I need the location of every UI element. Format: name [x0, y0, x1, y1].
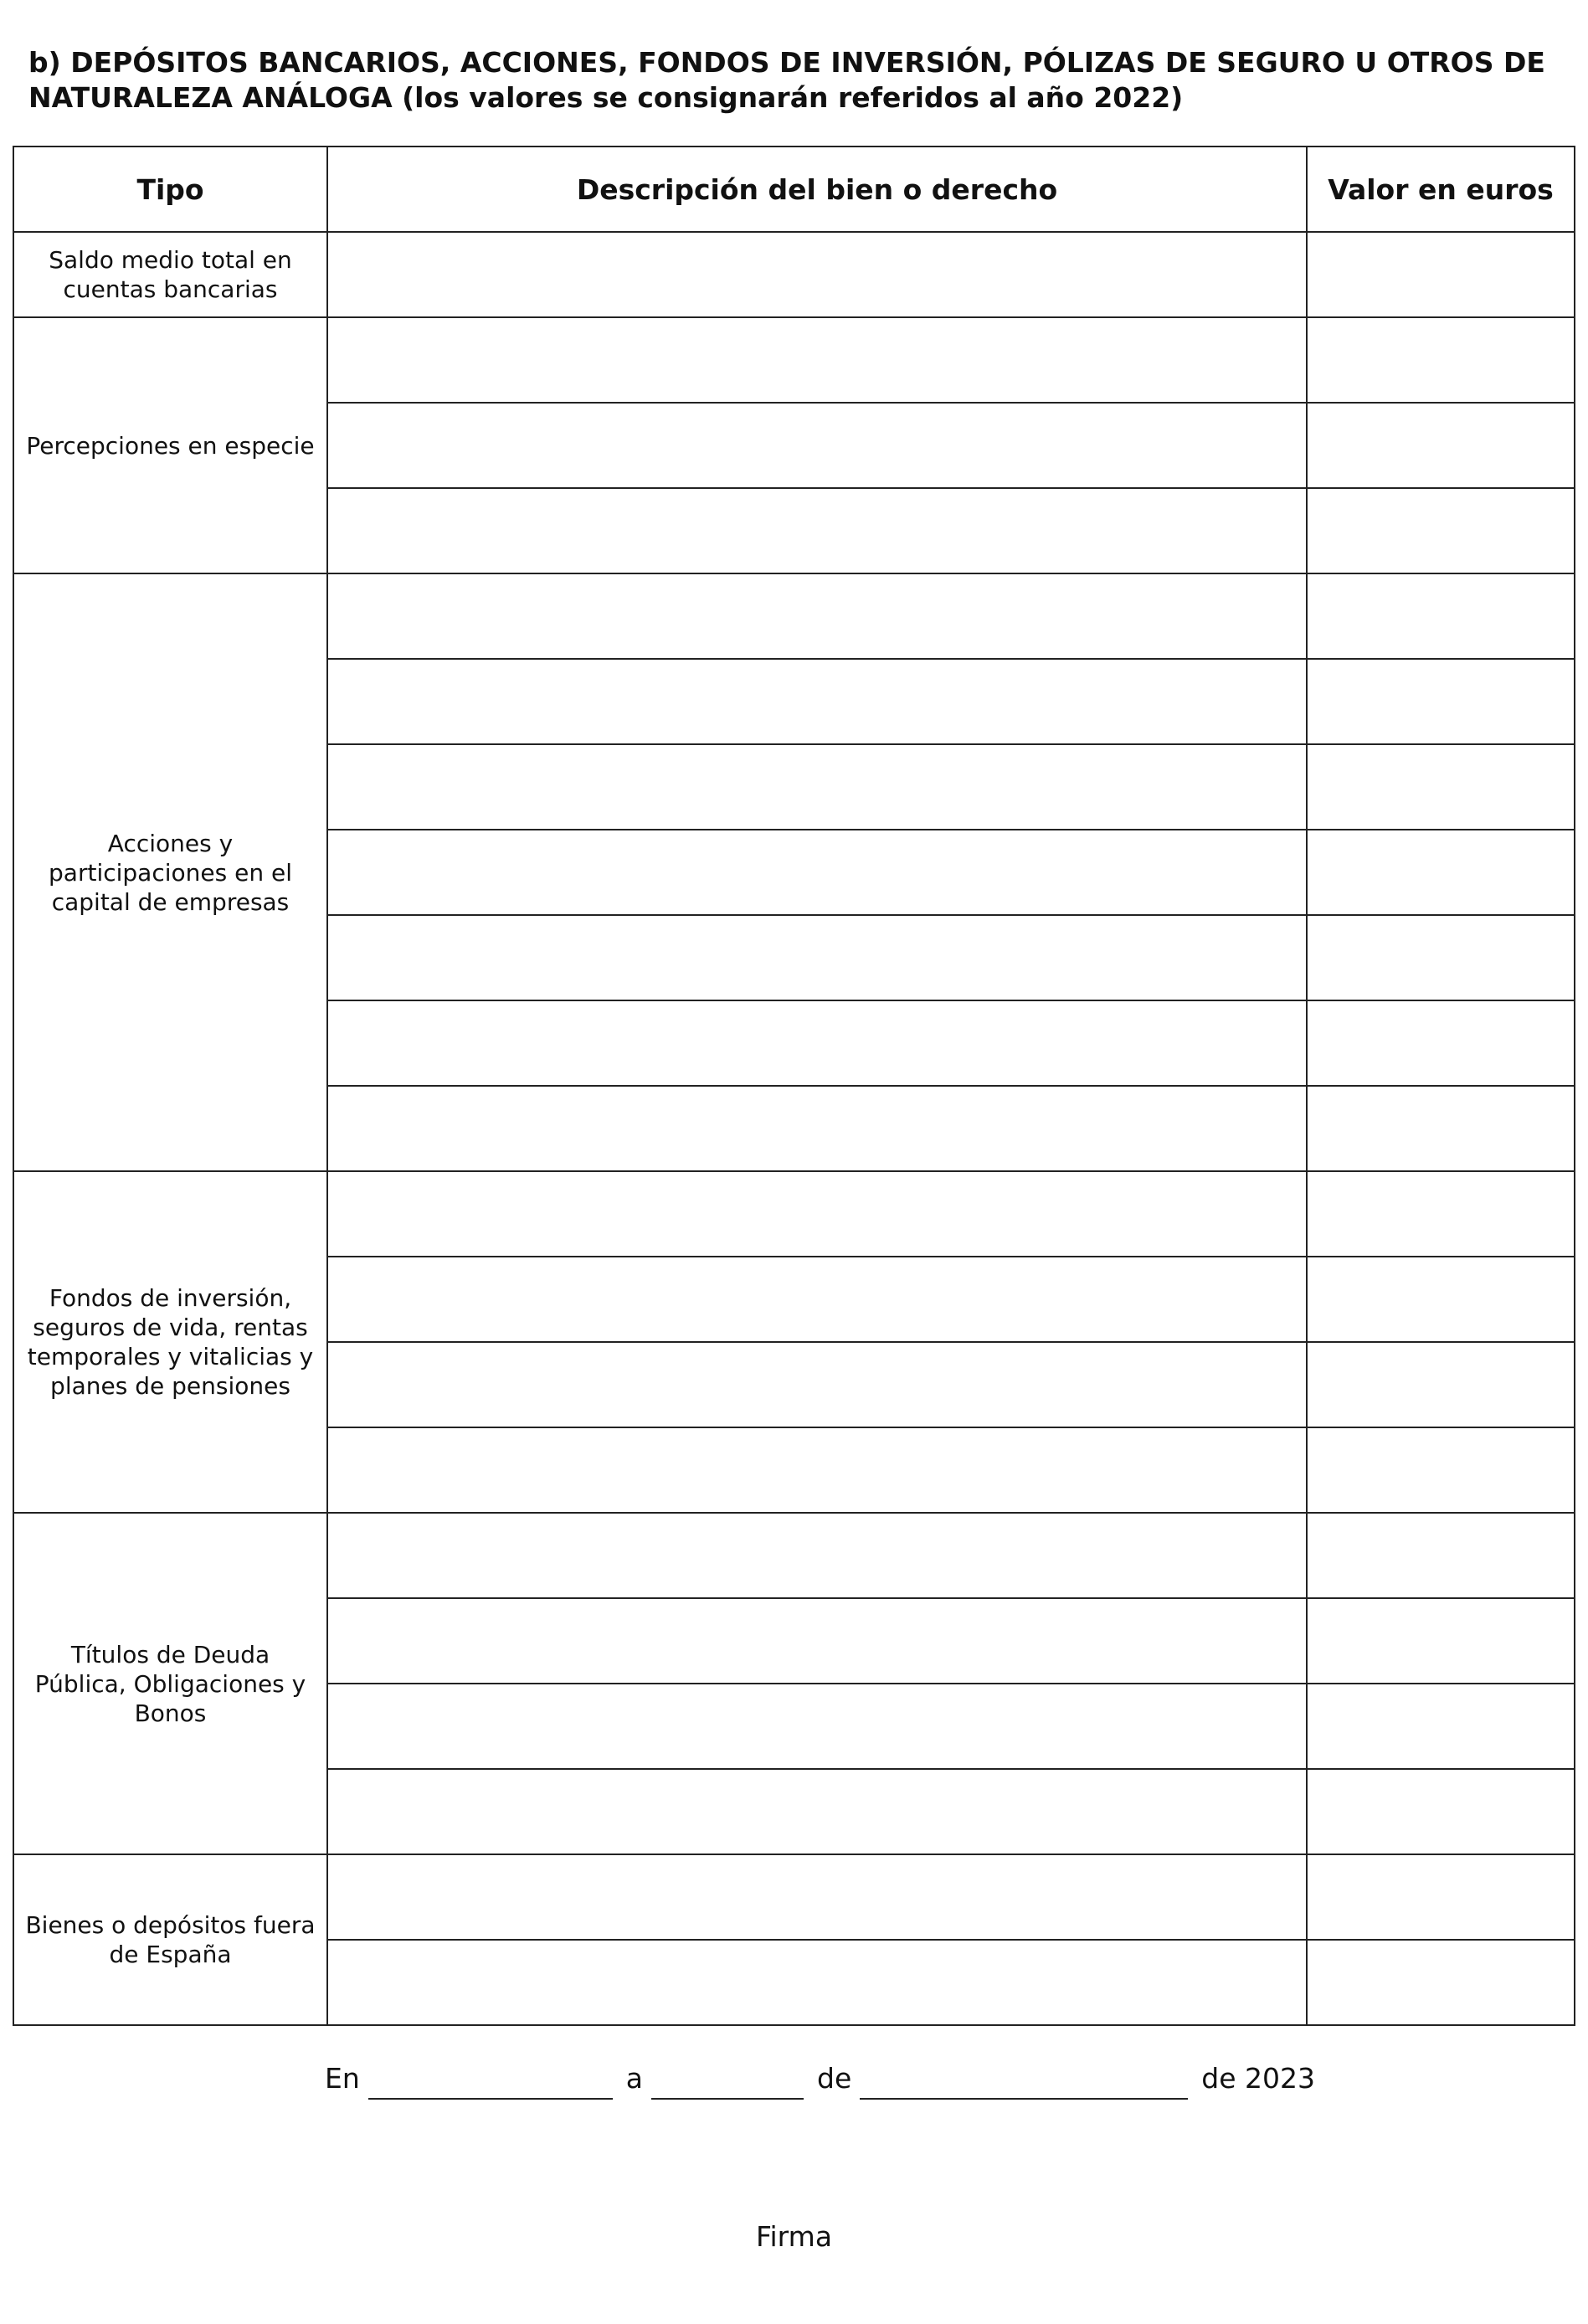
descripcion-cell[interactable]: [327, 1769, 1307, 1854]
valor-cell[interactable]: [1307, 1000, 1575, 1086]
valor-cell[interactable]: [1307, 232, 1575, 317]
date-year-label: de 2023: [1201, 2062, 1315, 2095]
valor-cell[interactable]: [1307, 573, 1575, 659]
valor-cell[interactable]: [1307, 1854, 1575, 1940]
valor-cell[interactable]: [1307, 1427, 1575, 1513]
tipo-cell: Bienes o depósitos fuera de España: [13, 1854, 327, 2025]
date-a-label: a: [625, 2062, 643, 2095]
table-row: [13, 232, 1575, 317]
descripcion-cell[interactable]: [327, 1513, 1307, 1598]
valor-cell[interactable]: [1307, 1940, 1575, 2025]
valor-cell[interactable]: [1307, 1257, 1575, 1342]
descripcion-cell[interactable]: [327, 573, 1307, 659]
tipo-cell: Títulos de Deuda Pública, Obligaciones y Bonos: [13, 1513, 327, 1854]
descripcion-cell[interactable]: [327, 1854, 1307, 1940]
valor-cell[interactable]: [1307, 1684, 1575, 1769]
descripcion-cell[interactable]: [327, 1086, 1307, 1171]
valor-cell[interactable]: [1307, 403, 1575, 488]
table-header-row: [13, 147, 1575, 232]
assets-table: [13, 146, 1575, 2026]
header-descripcion: Descripción del bien o derecho: [327, 147, 1307, 232]
table-row: [13, 1513, 1575, 1598]
descripcion-cell[interactable]: [327, 744, 1307, 830]
descripcion-cell[interactable]: [327, 1598, 1307, 1684]
descripcion-cell[interactable]: [327, 659, 1307, 744]
valor-cell[interactable]: [1307, 659, 1575, 744]
tipo-cell: Percepciones en especie: [13, 317, 327, 573]
date-en-label: En: [325, 2062, 360, 2095]
valor-cell[interactable]: [1307, 830, 1575, 915]
tipo-cell: Fondos de inversión, seguros de vida, rentas temporales y vitalicias y planes de pensiones: [13, 1171, 327, 1513]
descripcion-cell[interactable]: [327, 232, 1307, 317]
valor-cell[interactable]: [1307, 1598, 1575, 1684]
place-blank[interactable]: [368, 2066, 613, 2100]
valor-cell[interactable]: [1307, 1171, 1575, 1257]
section-heading: b) DEPÓSITOS BANCARIOS, ACCIONES, FONDOS DE INVERSIÓN, PÓLIZAS DE SEGURO U OTROS DE NATURALEZA ANÁLOGA (los valores se consignarán referidos al año 2022): [28, 46, 1545, 114]
table-row: [13, 1854, 1575, 1940]
descripcion-cell[interactable]: [327, 488, 1307, 573]
valor-cell[interactable]: [1307, 1342, 1575, 1427]
table-row: [13, 1171, 1575, 1257]
valor-cell[interactable]: [1307, 1513, 1575, 1598]
valor-cell[interactable]: [1307, 915, 1575, 1000]
descripcion-cell[interactable]: [327, 1427, 1307, 1513]
valor-cell[interactable]: [1307, 744, 1575, 830]
tipo-cell: Acciones y participaciones en el capital de empresas: [13, 573, 327, 1171]
table-row: [13, 317, 1575, 403]
table-row: [13, 573, 1575, 659]
descripcion-cell[interactable]: [327, 1342, 1307, 1427]
header-valor: Valor en euros: [1307, 147, 1575, 232]
descripcion-cell[interactable]: [327, 1000, 1307, 1086]
valor-cell[interactable]: [1307, 1086, 1575, 1171]
descripcion-cell[interactable]: [327, 830, 1307, 915]
descripcion-cell[interactable]: [327, 317, 1307, 403]
descripcion-cell[interactable]: [327, 403, 1307, 488]
descripcion-cell[interactable]: [327, 1171, 1307, 1257]
descripcion-cell[interactable]: [327, 915, 1307, 1000]
date-line: [325, 2058, 1315, 2100]
descripcion-cell[interactable]: [327, 1257, 1307, 1342]
table-body: [13, 232, 1575, 2025]
valor-cell[interactable]: [1307, 1769, 1575, 1854]
month-blank[interactable]: [860, 2066, 1188, 2100]
day-blank[interactable]: [651, 2066, 804, 2100]
date-de-label: de: [817, 2062, 852, 2095]
descripcion-cell[interactable]: [327, 1684, 1307, 1769]
valor-cell[interactable]: [1307, 488, 1575, 573]
header-tipo: Tipo: [13, 147, 327, 232]
tipo-cell: Saldo medio total en cuentas bancarias: [13, 232, 327, 317]
descripcion-cell[interactable]: [327, 1940, 1307, 2025]
valor-cell[interactable]: [1307, 317, 1575, 403]
signature-label: Firma: [755, 2220, 833, 2253]
